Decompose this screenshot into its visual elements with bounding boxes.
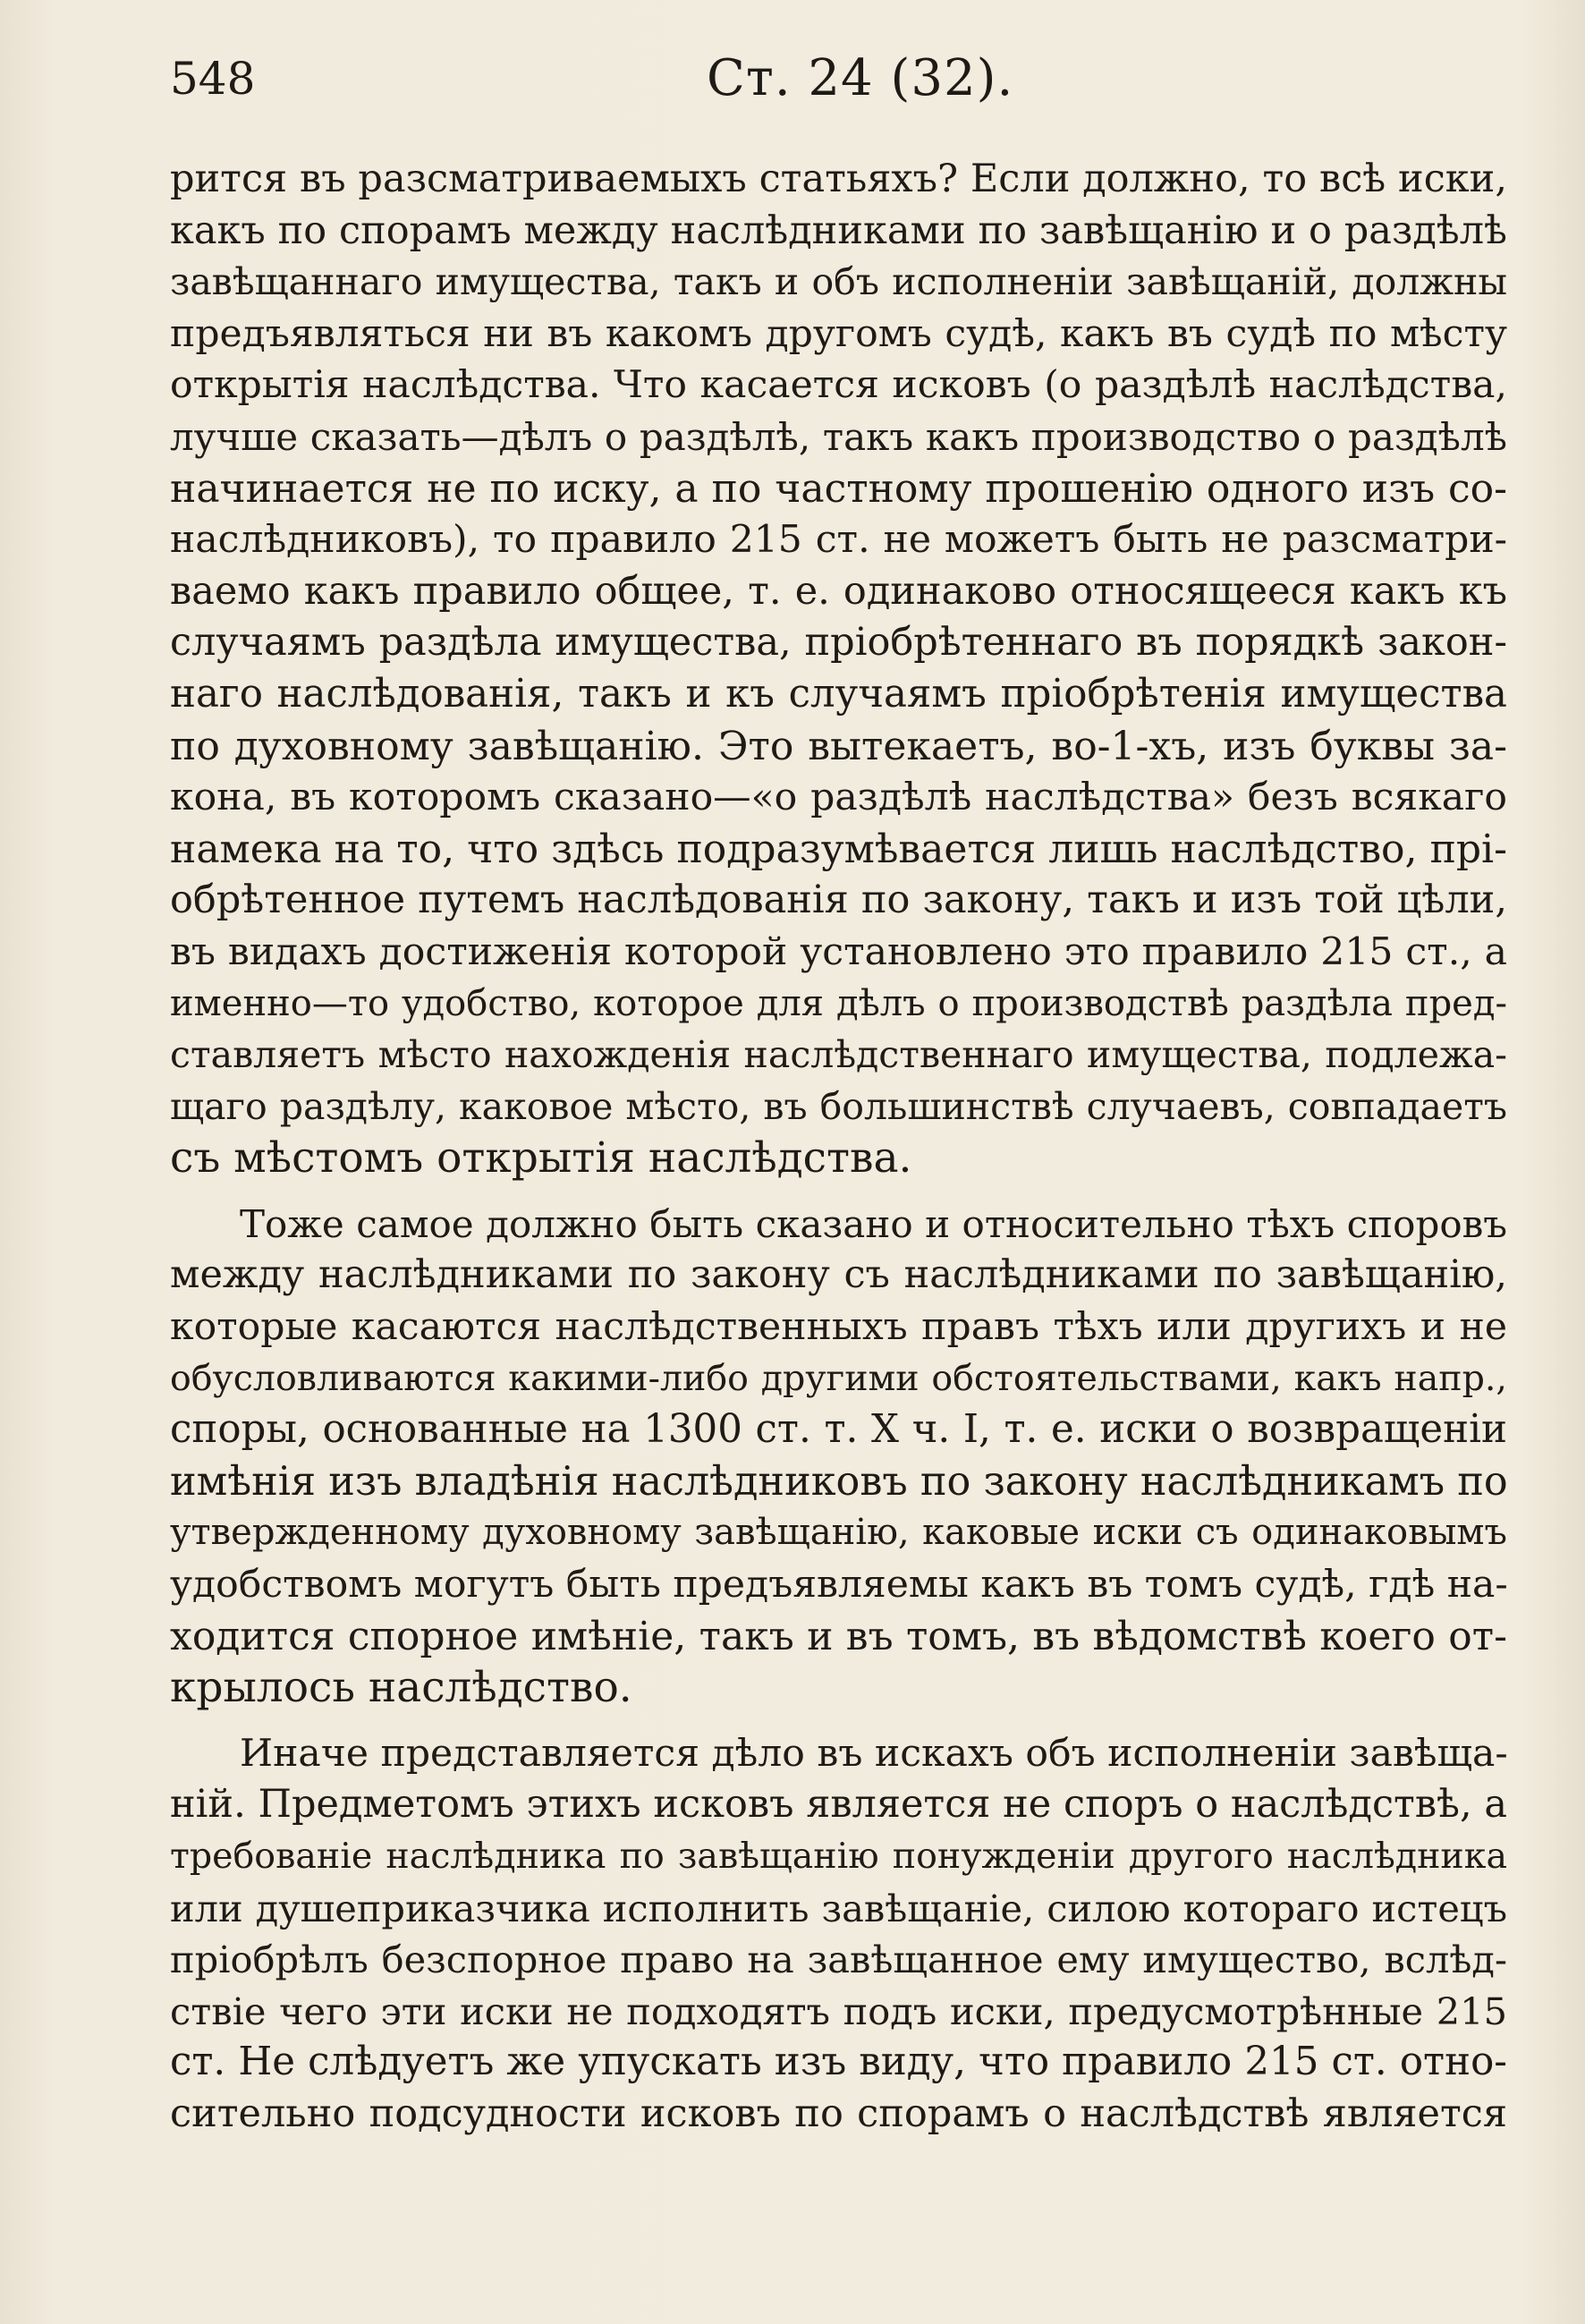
text-line: рится въ разсматриваемыхъ статьяхъ? Если должно, то всѣ иски, (170, 157, 1507, 201)
text-line: ходится спорное имѣніе, такъ и въ томъ, въ вѣдомствѣ коего от- (170, 1613, 1507, 1659)
text-line: наго наслѣдованія, такъ и къ случаямъ пріобрѣтенія имущества (170, 671, 1507, 717)
text-line: открытія наслѣдства. Что касается исковъ (о раздѣлѣ наслѣдства, (170, 363, 1507, 408)
text-line: какъ по спорамъ между наслѣдниками по завѣщанію и о раздѣлѣ (170, 208, 1507, 253)
text-line: удобствомъ могутъ быть предъявляемы какъ въ томъ судѣ, гдѣ на- (170, 1563, 1508, 1607)
text-line: крылось наслѣдство. (170, 1663, 632, 1713)
text-line: пріобрѣлъ безспорное право на завѣщанное ему имущество, вслѣд- (170, 1938, 1507, 1982)
text-line: именно—то удобство, которое для дѣлъ о производствѣ раздѣла пред- (170, 982, 1507, 1024)
body-text (170, 154, 1507, 2141)
text-line: въ видахъ достиженія которой установлено это правило 215 ст., а (170, 929, 1507, 974)
text-line: ставляетъ мѣсто нахожденія наслѣдственнаго имущества, подлежа- (170, 1033, 1507, 1077)
text-line: намека на то, что здѣсь подразумѣвается лишь наслѣдство, прі- (170, 826, 1507, 872)
text-line: сительно подсудности исковъ по спорамъ о наслѣдствѣ является (170, 2091, 1507, 2136)
paragraph-1 (170, 154, 1507, 1184)
text-line: наслѣдниковъ), то правило 215 ст. не можетъ быть не разсматри- (170, 518, 1507, 563)
paragraph-gap (170, 1184, 1507, 1199)
text-line: ст. Не слѣдуетъ же упускать изъ виду, что правило 215 ст. отно- (170, 2040, 1507, 2085)
text-line: которые касаются наслѣдственныхъ правъ тѣхъ или другихъ и не (170, 1305, 1507, 1350)
paragraph-3 (170, 1728, 1507, 2141)
page-header (170, 43, 1512, 115)
text-line: случаямъ раздѣла имущества, пріобрѣтеннаго въ порядкѣ закон- (170, 620, 1507, 666)
text-line: по духовному завѣщанію. Это вытекаетъ, во-1-хъ, изъ буквы за- (170, 723, 1507, 769)
text-line: ствіе чего эти иски не подходятъ подъ иски, предусмотрѣнные 215 (170, 1989, 1507, 2033)
text-line: щаго раздѣлу, каковое мѣсто, въ большинствѣ случаевъ, совпадаетъ (170, 1084, 1507, 1128)
text-line: имѣнія изъ владѣнія наслѣдниковъ по закону наслѣдникамъ по (170, 1458, 1508, 1505)
page-number: 548 (170, 53, 256, 105)
text-line: между наслѣдниками по закону съ наслѣдниками по завѣщанію, (170, 1252, 1507, 1298)
paragraph-2 (170, 1199, 1507, 1714)
text-line: Иначе представляется дѣло въ искахъ объ исполненіи завѣща- (240, 1731, 1508, 1776)
text-line: съ мѣстомъ открытія наслѣдства. (170, 1133, 912, 1183)
text-line: начинается не по иску, а по частному прошенію одного изъ со- (170, 465, 1507, 512)
text-line: утвержденному духовному завѣщанію, каковые иски съ одинаковымъ (170, 1512, 1507, 1554)
text-line: лучше сказать—дѣлъ о раздѣлѣ, такъ какъ производство о раздѣлѣ (170, 414, 1507, 459)
text-line: Тоже самое должно быть сказано и относительно тѣхъ споровъ (240, 1201, 1507, 1246)
text-line: ваемо какъ правило общее, т. е. одинаково относящееся какъ къ (170, 568, 1507, 614)
text-line: обусловливаются какими-либо другими обстоятельствами, какъ напр., (170, 1357, 1507, 1399)
text-line: или душеприказчика исполнить завѣщаніе, силою котораго истецъ (170, 1886, 1507, 1930)
text-line: кона, въ которомъ сказано—«о раздѣлѣ наслѣдства» безъ всякаго (170, 776, 1507, 820)
text-line: предъявляться ни въ какомъ другомъ судѣ, какъ въ судѣ по мѣсту (170, 311, 1507, 356)
text-line: требованіе наслѣдника по завѣщанію понужденіи другого наслѣдника (170, 1836, 1507, 1877)
running-head: Ст. 24 (32). (707, 49, 1014, 107)
text-line: обрѣтенное путемъ наслѣдованія по закону, такъ и изъ той цѣли, (170, 878, 1507, 923)
text-line: споры, основанные на 1300 ст. т. X ч. I, т. е. иски о возвращеніи (170, 1407, 1507, 1453)
paragraph-gap (170, 1714, 1507, 1728)
text-line: ній. Предметомъ этихъ исковъ является не споръ о наслѣдствѣ, а (170, 1782, 1507, 1828)
text-line: завѣщаннаго имущества, такъ и объ исполненіи завѣщаній, должны (170, 260, 1507, 304)
